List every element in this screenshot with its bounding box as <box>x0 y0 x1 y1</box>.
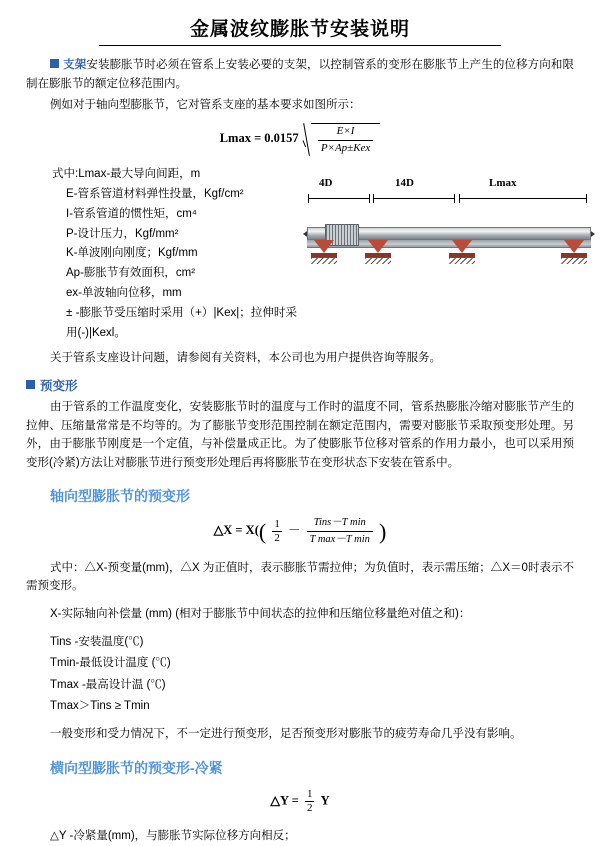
lateral-equation-half-fraction: $\frac{1}{2}$ <box>306 787 313 814</box>
page-title: 金属波纹膨胀节安装说明 <box>189 19 410 40</box>
lmax-formula-denominator: P×Ap±Kex <box>320 141 371 154</box>
definition-item: ± -膨胀节受压缩时采用（+）|Kex|；拉伸时采用(-)|Kexl。 <box>66 306 297 339</box>
definition-item: E-管系管道材料弹性投量，Kgf/cm² <box>66 188 244 201</box>
axial-equation-half-fraction: $\frac{1}{2}$ <box>274 517 280 545</box>
axial-equation-minus: － <box>287 523 301 538</box>
blue-square-bullet-icon <box>50 59 59 68</box>
axial-equation-temp-fraction: Tins－T min T max－T min <box>304 516 376 546</box>
section-support-para3: 关于管系支座设计问题，请参阅有关资料，本公司也为用户提供咨询等服务。 <box>50 352 441 365</box>
axial-line: X-实际轴向补偿量 (mm) (相对于膨胀节中间状态的拉伸和压缩位移量绝对值之和)： <box>50 607 471 620</box>
axial-line: Tmax -最高设计温 (℃) <box>50 678 166 691</box>
section-support-para1: 安装膨胀节时必须在管系上安装必要的支架，以控制管系的变形在膨胀节上产生的位移方向和限制在膨胀节的额定位移范围内。 <box>26 59 574 90</box>
lateral-equation-lhs: △Y = <box>270 793 299 808</box>
definition-item: K-单波刚向刚度；Kgf/mm <box>66 247 198 260</box>
definition-item: ex-单波轴向位移，mm <box>66 286 182 299</box>
figure-label-lmax: Lmax <box>489 177 517 190</box>
document-body <box>0 56 600 846</box>
pipe-support <box>561 240 587 262</box>
lateral-line: △Y -冷紧量(mm)，与膨胀节实际位移方向相反； <box>50 830 296 843</box>
subsection-lateral-heading: 横向型膨胀节的预变形-冷紧 <box>50 759 223 776</box>
section-predeform-heading <box>26 376 574 394</box>
section-predeform-para1: 由于管系的工作温度变化，安装膨胀节时的温度与工作时的温度不同，管系热膨胀冷缩对膨胀节产生的拉伸、压缩量常常是不均等的。为了膨胀节变形范围控制在额定范围内，需要对膨胀节采取预变形处理。另外，由于膨胀节刚度是一个定值，与补偿量成正比。为了使膨胀节位移对管系的作用力最小，也可以采用预变形(冷紧)方法让对膨胀节进行预变形处理后再将膨胀节在变形状态下安装在管系中。 <box>26 400 574 469</box>
lateral-equation-rhs: Y <box>320 793 330 808</box>
axial-line: 式中：△X-预变量(mm)，△X 为正值时，表示膨胀节需拉伸；为负值时，表示需压缩；△X＝0时表示不需预变形。 <box>26 561 574 593</box>
section-support-para2: 例如对于轴向型膨胀节，它对管系支座的基本要求如图所示： <box>50 99 361 112</box>
blue-square-bullet-icon <box>26 380 35 389</box>
pipe-support <box>311 240 337 262</box>
pipe-support <box>365 240 391 262</box>
axial-predeform-equation: △X = X(( $\frac{1}{2}$ － Tins－T min T max－T min ) <box>213 517 387 546</box>
figure-label-14d: 14D <box>395 177 414 190</box>
definition-item: I-管系管道的惯性矩，cm⁴ <box>66 207 197 220</box>
figure-dimension-lines <box>303 193 595 203</box>
expansion-joint-figure <box>303 165 595 285</box>
axial-line: Tins -安装温度(℃) <box>50 635 144 648</box>
pipe-support <box>449 240 475 262</box>
dimension-line-14d <box>373 198 455 199</box>
definition-list <box>52 165 297 343</box>
section-support-heading <box>26 56 574 93</box>
figure-label-4d: 4D <box>319 177 333 190</box>
section-support-heading-text: 支架 <box>63 59 87 71</box>
definition-item: 式中:Lmax-最大导向间距，m <box>52 168 201 181</box>
title-divider <box>99 45 501 46</box>
dimension-line-4d <box>308 198 370 199</box>
axial-line: Tmax＞Tins ≥ Tmin <box>50 700 150 713</box>
subsection-axial-heading: 轴向型膨胀节的预变形 <box>50 488 190 505</box>
lmax-formula-lhs: Lmax = 0.0157 <box>219 131 299 145</box>
lmax-formula-numerator: E×I <box>318 125 374 141</box>
axial-equation-rhs: ) <box>379 519 387 545</box>
document-page <box>0 14 600 843</box>
definition-item: Ap-膨胀节有效面积，cm² <box>66 267 196 280</box>
figure-pipe-assembly <box>303 205 595 283</box>
definition-item: P-设计压力，Kgf/mm² <box>66 227 179 240</box>
axial-line: Tmin-最低设计温度 (℃) <box>50 657 171 670</box>
lmax-formula <box>26 123 574 156</box>
sqrt-icon <box>302 123 381 156</box>
dimension-line-lmax <box>459 198 587 199</box>
axial-equation-lhs: △X = X( <box>213 523 259 538</box>
section-predeform-heading-text: 预变形 <box>40 378 78 393</box>
definitions-and-figure <box>26 165 574 343</box>
figure-dimension-labels <box>303 177 595 193</box>
axial-line: 一般变形和受力情况下，不一定进行预变形，足否预变形对膨胀节的疲劳寿命几乎没有影响。 <box>50 728 522 741</box>
lateral-predeform-equation <box>26 788 574 815</box>
